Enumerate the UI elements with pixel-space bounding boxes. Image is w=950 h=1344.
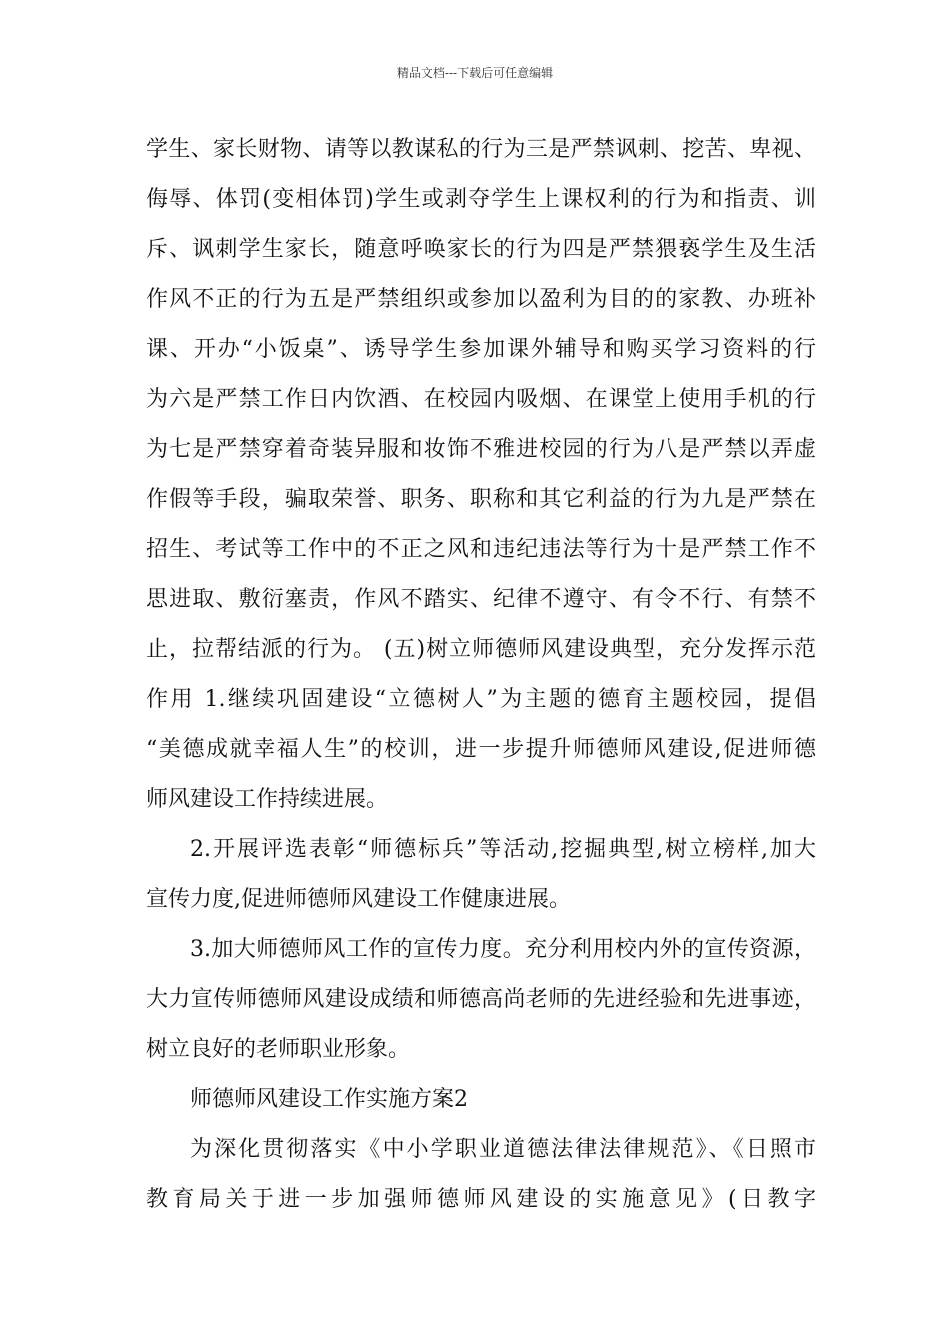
text-line: 侮辱、体罚(变相体罚)学生或剥夺学生上课权利的行为和指责、训 (146, 187, 816, 212)
text-line: 课、开办“小饭桌”、诱导学生参加课外辅导和购买学习资料的行 (146, 337, 816, 362)
text-line: 斥、讽刺学生家长，随意呼唤家长的行为四是严禁猥亵学生及生活 (146, 237, 816, 262)
text-line: 宣传力度,促进师德师风建设工作健康进展。 (146, 887, 571, 912)
text-line: 止，拉帮结派的行为。 (五)树立师德师风建设典型，充分发挥示范 (146, 637, 816, 662)
text-line: 作用 1.继续巩固建设“立德树人”为主题的德育主题校园，提倡 (146, 687, 816, 712)
text-line: 为七是严禁穿着奇装异服和妆饰不雅进校园的行为八是严禁以弄虚 (146, 437, 816, 462)
text-line: 思进取、敷衍塞责，作风不踏实、纪律不遵守、有令不行、有禁不 (146, 587, 816, 612)
text-line: 师风建设工作持续进展。 (146, 787, 389, 812)
document-body (146, 125, 816, 1225)
text-line: 为六是严禁工作日内饮酒、在校园内吸烟、在课堂上使用手机的行 (146, 387, 816, 412)
text-line: 3.加大师德师风工作的宣传力度。充分利用校内外的宣传资源， (190, 937, 816, 962)
text-line: 作风不正的行为五是严禁组织或参加以盈利为目的的家教、办班补 (146, 287, 816, 312)
section-title: 师德师风建设工作实施方案2 (190, 1087, 468, 1112)
text-line: 作假等手段，骗取荣誉、职务、职称和其它利益的行为九是严禁在 (146, 487, 816, 512)
text-line: 为深化贯彻落实《中小学职业道德法律法律规范》、《日照市 (190, 1137, 816, 1162)
text-line: “美德成就幸福人生”的校训，进一步提升师德师风建设,促进师德 (146, 737, 816, 762)
text-line: 2.开展评选表彰“师德标兵”等活动,挖掘典型,树立榜样,加大 (190, 837, 816, 862)
text-line: 招生、考试等工作中的不正之风和违纪违法等行为十是严禁工作不 (146, 537, 816, 562)
text-line: 学生、家长财物、请等以教谋私的行为三是严禁讽刺、挖苦、卑视、 (146, 137, 816, 162)
text-line: 树立良好的老师职业形象。 (146, 1037, 411, 1062)
text-line: 教育局关于进一步加强师德师风建设的实施意见》(日教字 (146, 1187, 816, 1212)
text-line: 大力宣传师德师风建设成绩和师德高尚老师的先进经验和先进事迹， (146, 987, 816, 1012)
page-header: 精品文档---下载后可任意编辑 (396, 66, 554, 80)
